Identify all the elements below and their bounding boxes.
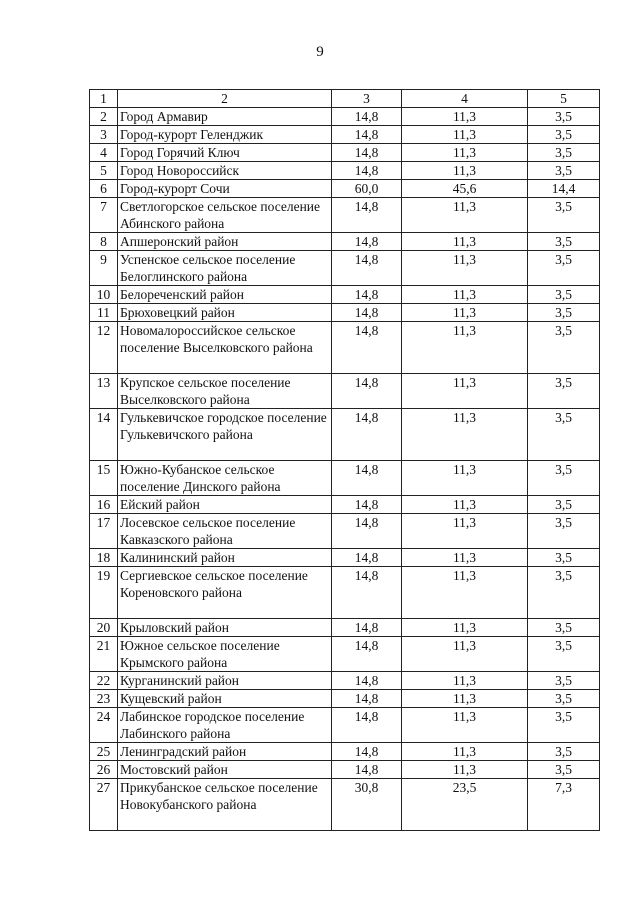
municipality-name: Южно-Кубанское сельское поселение Динского района: [118, 461, 332, 496]
table-row: [90, 461, 600, 496]
municipality-name: Город Новороссийск: [118, 162, 332, 180]
row-number: 27: [90, 779, 118, 831]
row-number: 14: [90, 409, 118, 461]
row-number: 23: [90, 690, 118, 708]
value-col4: 11,3: [402, 619, 528, 637]
header-cell: 2: [118, 90, 332, 108]
municipality-name: Лосевское сельское поселение Кавказского района: [118, 514, 332, 549]
row-number: 7: [90, 198, 118, 233]
value-col5: 3,5: [528, 619, 600, 637]
municipality-name: Новомалороссийское сельское поселение Выселковского района: [118, 322, 332, 374]
municipality-name: Город-курорт Сочи: [118, 180, 332, 198]
value-col3: 14,8: [332, 162, 402, 180]
table-row: [90, 690, 600, 708]
table-row: [90, 144, 600, 162]
value-col3: 14,8: [332, 496, 402, 514]
value-col4: 11,3: [402, 322, 528, 374]
row-number: 18: [90, 549, 118, 567]
municipality-name: Южное сельское поселение Крымского района: [118, 637, 332, 672]
value-col4: 11,3: [402, 374, 528, 409]
value-col3: 14,8: [332, 233, 402, 251]
value-col3: 14,8: [332, 144, 402, 162]
row-number: 5: [90, 162, 118, 180]
value-col5: 14,4: [528, 180, 600, 198]
table-row: [90, 108, 600, 126]
value-col4: 11,3: [402, 708, 528, 743]
municipality-name: Лабинское городское поселение Лабинского района: [118, 708, 332, 743]
value-col5: 3,5: [528, 743, 600, 761]
row-number: 3: [90, 126, 118, 144]
municipality-name: Прикубанское сельское поселение Новокубанского района: [118, 779, 332, 831]
table-row: [90, 162, 600, 180]
value-col5: 3,5: [528, 567, 600, 619]
value-col5: 3,5: [528, 126, 600, 144]
value-col4: 11,3: [402, 198, 528, 233]
value-col5: 3,5: [528, 286, 600, 304]
row-number: 2: [90, 108, 118, 126]
value-col4: 11,3: [402, 304, 528, 322]
value-col5: 3,5: [528, 162, 600, 180]
row-number: 24: [90, 708, 118, 743]
table-row: [90, 251, 600, 286]
value-col3: 14,8: [332, 251, 402, 286]
allocation-table: [89, 89, 600, 831]
value-col4: 11,3: [402, 761, 528, 779]
table-row: [90, 619, 600, 637]
value-col3: 14,8: [332, 108, 402, 126]
table-row: [90, 549, 600, 567]
value-col3: 14,8: [332, 743, 402, 761]
value-col4: 11,3: [402, 126, 528, 144]
value-col4: 11,3: [402, 162, 528, 180]
municipality-name: Ейский район: [118, 496, 332, 514]
table-row: [90, 180, 600, 198]
table-row: [90, 637, 600, 672]
value-col3: 14,8: [332, 374, 402, 409]
value-col4: 11,3: [402, 567, 528, 619]
value-col5: 3,5: [528, 461, 600, 496]
value-col3: 30,8: [332, 779, 402, 831]
table-row: [90, 514, 600, 549]
value-col5: 3,5: [528, 672, 600, 690]
row-number: 20: [90, 619, 118, 637]
value-col5: 3,5: [528, 374, 600, 409]
municipality-name: Город Горячий Ключ: [118, 144, 332, 162]
table-row: [90, 496, 600, 514]
value-col4: 11,3: [402, 144, 528, 162]
value-col3: 60,0: [332, 180, 402, 198]
header-cell: 1: [90, 90, 118, 108]
header-row: [90, 90, 600, 108]
municipality-name: Кущевский район: [118, 690, 332, 708]
value-col4: 45,6: [402, 180, 528, 198]
value-col4: 11,3: [402, 108, 528, 126]
row-number: 11: [90, 304, 118, 322]
value-col3: 14,8: [332, 514, 402, 549]
municipality-name: Успенское сельское поселение Белоглинского района: [118, 251, 332, 286]
table-row: [90, 374, 600, 409]
header-cell: 5: [528, 90, 600, 108]
value-col5: 3,5: [528, 549, 600, 567]
row-number: 6: [90, 180, 118, 198]
row-number: 9: [90, 251, 118, 286]
value-col5: 7,3: [528, 779, 600, 831]
municipality-name: Гулькевичское городское поселение Гулькевичского района: [118, 409, 332, 461]
value-col4: 11,3: [402, 743, 528, 761]
value-col3: 14,8: [332, 126, 402, 144]
municipality-name: Сергиевское сельское поселение Кореновского района: [118, 567, 332, 619]
value-col4: 11,3: [402, 549, 528, 567]
value-col3: 14,8: [332, 461, 402, 496]
row-number: 26: [90, 761, 118, 779]
municipality-name: Город Армавир: [118, 108, 332, 126]
row-number: 17: [90, 514, 118, 549]
table-row: [90, 126, 600, 144]
table-row: [90, 761, 600, 779]
value-col5: 3,5: [528, 144, 600, 162]
municipality-name: Брюховецкий район: [118, 304, 332, 322]
municipality-name: Мостовский район: [118, 761, 332, 779]
value-col3: 14,8: [332, 637, 402, 672]
value-col5: 3,5: [528, 108, 600, 126]
header-cell: 4: [402, 90, 528, 108]
municipality-name: Апшеронский район: [118, 233, 332, 251]
value-col5: 3,5: [528, 304, 600, 322]
municipality-name: Светлогорское сельское поселение Абинского района: [118, 198, 332, 233]
page-number: 9: [316, 44, 324, 60]
value-col4: 23,5: [402, 779, 528, 831]
value-col3: 14,8: [332, 619, 402, 637]
municipality-name: Белореченский район: [118, 286, 332, 304]
value-col5: 3,5: [528, 708, 600, 743]
value-col4: 11,3: [402, 672, 528, 690]
table-row: [90, 743, 600, 761]
value-col3: 14,8: [332, 761, 402, 779]
row-number: 25: [90, 743, 118, 761]
value-col5: 3,5: [528, 322, 600, 374]
municipality-name: Город-курорт Геленджик: [118, 126, 332, 144]
table-row: [90, 233, 600, 251]
value-col4: 11,3: [402, 637, 528, 672]
value-col5: 3,5: [528, 233, 600, 251]
value-col4: 11,3: [402, 286, 528, 304]
municipality-name: Крупское сельское поселение Выселковского района: [118, 374, 332, 409]
row-number: 12: [90, 322, 118, 374]
row-number: 19: [90, 567, 118, 619]
value-col5: 3,5: [528, 690, 600, 708]
value-col4: 11,3: [402, 233, 528, 251]
table-row: [90, 304, 600, 322]
table-row: [90, 779, 600, 831]
row-number: 4: [90, 144, 118, 162]
table-row: [90, 672, 600, 690]
table-row: [90, 409, 600, 461]
municipality-name: Калининский район: [118, 549, 332, 567]
value-col4: 11,3: [402, 514, 528, 549]
row-number: 21: [90, 637, 118, 672]
row-number: 10: [90, 286, 118, 304]
value-col3: 14,8: [332, 286, 402, 304]
table-row: [90, 198, 600, 233]
value-col5: 3,5: [528, 251, 600, 286]
value-col5: 3,5: [528, 409, 600, 461]
value-col5: 3,5: [528, 198, 600, 233]
value-col5: 3,5: [528, 514, 600, 549]
table-row: [90, 286, 600, 304]
municipality-name: Ленинградский район: [118, 743, 332, 761]
value-col3: 14,8: [332, 549, 402, 567]
value-col5: 3,5: [528, 761, 600, 779]
value-col3: 14,8: [332, 322, 402, 374]
value-col4: 11,3: [402, 409, 528, 461]
value-col5: 3,5: [528, 496, 600, 514]
row-number: 16: [90, 496, 118, 514]
row-number: 15: [90, 461, 118, 496]
row-number: 22: [90, 672, 118, 690]
value-col4: 11,3: [402, 690, 528, 708]
table-row: [90, 708, 600, 743]
header-cell: 3: [332, 90, 402, 108]
municipality-name: Крыловский район: [118, 619, 332, 637]
value-col3: 14,8: [332, 708, 402, 743]
value-col3: 14,8: [332, 567, 402, 619]
value-col3: 14,8: [332, 198, 402, 233]
value-col3: 14,8: [332, 690, 402, 708]
value-col5: 3,5: [528, 637, 600, 672]
row-number: 13: [90, 374, 118, 409]
row-number: 8: [90, 233, 118, 251]
municipality-name: Курганинский район: [118, 672, 332, 690]
value-col4: 11,3: [402, 496, 528, 514]
table-row: [90, 567, 600, 619]
value-col3: 14,8: [332, 409, 402, 461]
value-col3: 14,8: [332, 304, 402, 322]
value-col4: 11,3: [402, 251, 528, 286]
value-col4: 11,3: [402, 461, 528, 496]
table-row: [90, 322, 600, 374]
value-col3: 14,8: [332, 672, 402, 690]
